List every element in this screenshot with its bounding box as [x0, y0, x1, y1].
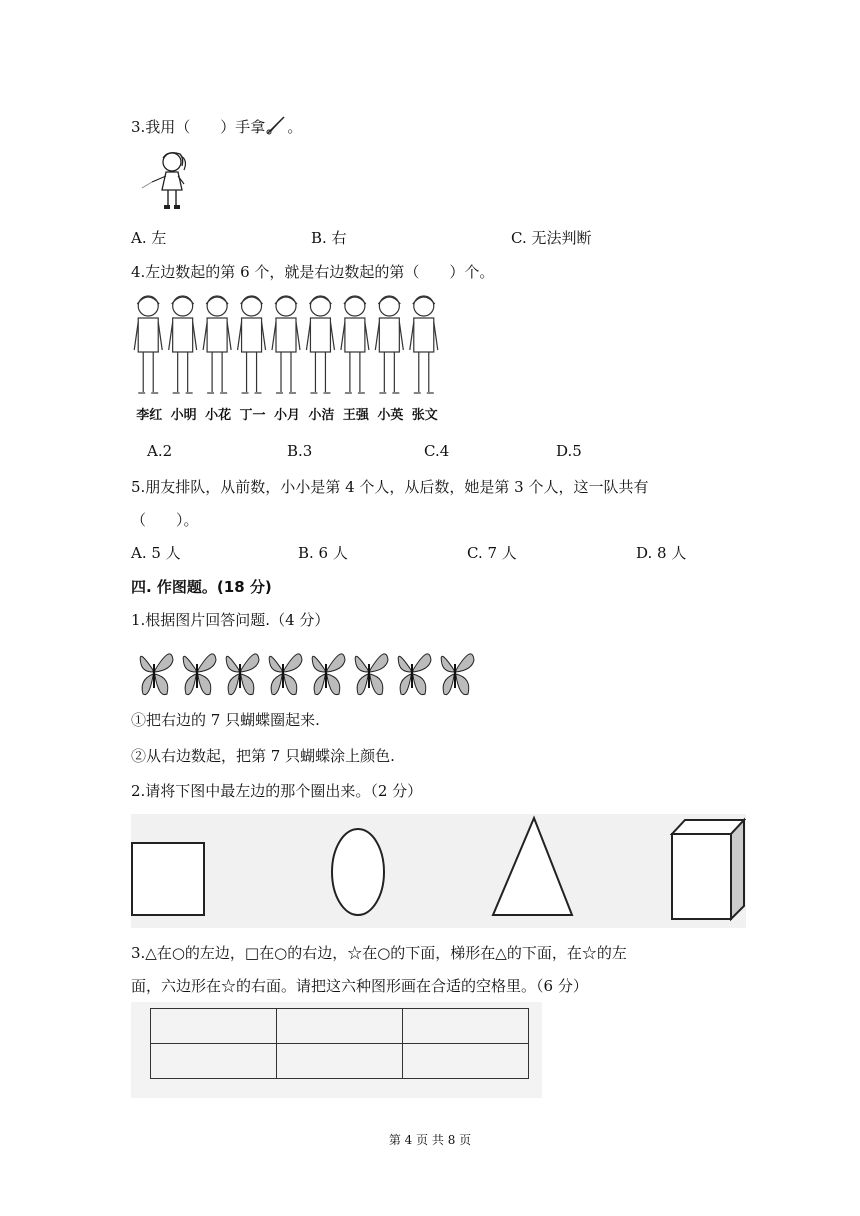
child-figure: [203, 296, 231, 393]
butterflies-image: [131, 642, 479, 702]
butterfly-icon: [312, 654, 345, 695]
girl-with-scissors-image: [138, 148, 196, 212]
triangle-shape: [493, 818, 572, 915]
child-name: 王强: [342, 408, 369, 423]
q3-text-end: 。: [287, 118, 303, 136]
q3-text: [131, 115, 302, 137]
child-name: 小洁: [308, 408, 335, 423]
children-figures: [131, 292, 441, 400]
square-shape: [132, 843, 204, 915]
q4-option-a[interactable]: A.2: [147, 442, 173, 460]
child-name: 丁一: [239, 408, 266, 423]
grid-cell[interactable]: [403, 1044, 529, 1079]
section4-title: 四. 作图题。(18 分): [131, 578, 272, 596]
grid-cell[interactable]: [151, 1044, 277, 1079]
shapes-panel: [131, 814, 746, 928]
grid-cell[interactable]: [403, 1009, 529, 1044]
butterfly-icon: [140, 654, 173, 695]
q5-line2: （ ）。: [131, 511, 199, 529]
q5-option-a[interactable]: A. 5 人: [131, 544, 181, 562]
butterfly-icon: [183, 654, 216, 695]
child-name: 张文: [411, 408, 438, 423]
child-name: 小明: [170, 408, 197, 423]
butterfly-icon: [398, 654, 431, 695]
q5-option-d[interactable]: D. 8 人: [636, 544, 687, 562]
child-figure: [306, 296, 334, 393]
grid-cell[interactable]: [277, 1009, 403, 1044]
child-figure: [272, 296, 300, 393]
butterfly-icon: [355, 654, 388, 695]
oval-shape: [332, 829, 384, 915]
butterfly-icon: [269, 654, 302, 695]
child-figure: [410, 296, 438, 393]
child-figure: [375, 296, 403, 393]
q3-stem: 3.我用（ ）手拿: [131, 118, 266, 136]
grid-cell[interactable]: [151, 1009, 277, 1044]
child-name: 李红: [136, 408, 163, 423]
child-figure: [341, 296, 369, 393]
q3-option-b[interactable]: B. 右: [311, 229, 347, 247]
child-name: 小英: [377, 408, 404, 423]
q4-option-b[interactable]: B.3: [287, 442, 313, 460]
s4-q1-text: 1.根据图片回答问题.（4 分）: [131, 611, 330, 629]
q5-option-c[interactable]: C. 7 人: [467, 544, 517, 562]
answer-grid[interactable]: [150, 1008, 529, 1079]
s4-q3-line2: 面，六边形在☆的右面。请把这六种图形画在合适的空格里。（6 分）: [131, 977, 588, 995]
shapes-svg: [131, 814, 746, 928]
child-name: 小花: [205, 408, 232, 423]
page-footer: 第 4 页 共 8 页: [388, 1133, 472, 1147]
q4-option-c[interactable]: C.4: [424, 442, 450, 460]
child-name: 小月: [273, 408, 300, 423]
child-figure: [238, 296, 266, 393]
cube-shape: [672, 820, 744, 919]
s4-q1-sub2: ②从右边数起，把第 7 只蝴蝶涂上颜色.: [131, 747, 395, 765]
s4-q3-line1: 3.△在○的左边，□在○的右边，☆在○的下面，梯形在△的下面，在☆的左: [131, 944, 627, 962]
q5-line1: 5.朋友排队，从前数，小小是第 4 个人，从后数，她是第 3 个人，这一队共有: [131, 478, 649, 496]
children-names: [131, 404, 441, 426]
grid-cell[interactable]: [277, 1044, 403, 1079]
q5-option-b[interactable]: B. 6 人: [298, 544, 348, 562]
q4-text: 4.左边数起的第 6 个，就是右边数起的第（ ）个。: [131, 263, 495, 281]
butterfly-icon: [226, 654, 259, 695]
butterfly-icon: [441, 654, 474, 695]
child-figure: [169, 296, 197, 393]
children-lineup-image: [131, 292, 441, 432]
q3-option-a[interactable]: A. 左: [131, 229, 167, 247]
q3-option-c[interactable]: C. 无法判断: [511, 229, 592, 247]
s4-q1-sub1: ①把右边的 7 只蝴蝶圈起来.: [131, 711, 320, 729]
scissors-icon: [265, 115, 287, 135]
q4-option-d[interactable]: D.5: [556, 442, 582, 460]
child-figure: [134, 296, 162, 393]
s4-q2-text: 2.请将下图中最左边的那个圈出来。（2 分）: [131, 782, 423, 800]
